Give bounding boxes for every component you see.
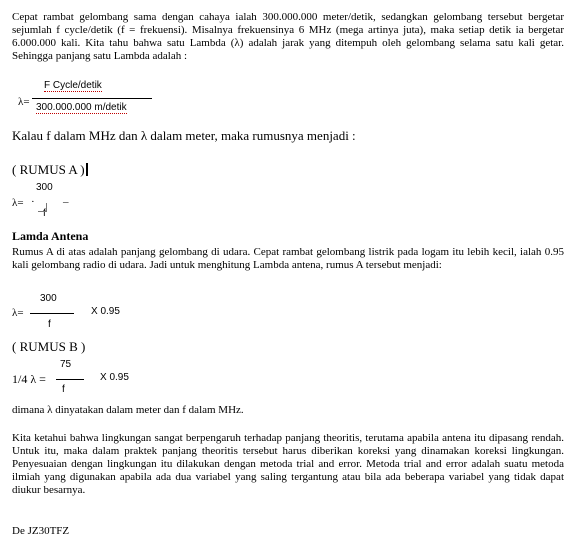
rumus-b-factor: X 0.95	[100, 372, 129, 383]
formula3-factor: X 0.95	[91, 306, 120, 317]
rumus-a-numerator: 300	[36, 182, 53, 193]
formula1-lambda: λ=	[18, 96, 30, 108]
signature: De JZ30TFZ	[12, 525, 70, 537]
rumus-b-prefix: 1/4 λ =	[12, 372, 46, 386]
rumus-b-denominator: f	[62, 384, 65, 395]
environment-paragraph: Kita ketahui bahwa lingkungan sangat berpengaruh terhadap panjang theoritis, terutama apabila antena itu dipasang rendah. Untuk itu, maka dalam praktek panjang theoritis tersebut harus diberikan koreksi yang dinamakan koreksi lingkungan. Penyesuaian dengan lingkungan itu dilakukan dengan metoda trial and error. Metoda trial and error adalah suatu metoda ilmiah yang digunakan apabila ada dua variabel yang saling tergantung atau bila ada beberapa variabel yang tidak dapat diukur besarnya.	[12, 432, 564, 496]
formula-intro-text: Kalau f dalam MHz dan λ dalam meter, maka rumusnya menjadi :	[12, 128, 356, 143]
equation-placeholder-marker	[38, 203, 47, 212]
rumus-b-numerator: 75	[60, 359, 72, 370]
rumus-b-fraction-bar	[56, 379, 84, 380]
text-cursor	[86, 163, 88, 176]
rumus-a-denominator: f	[43, 208, 46, 219]
formula3-lambda: λ=	[12, 307, 24, 319]
antenna-paragraph: Rumus A di atas adalah panjang gelombang di udara. Cepat rambat gelombang listrik pada logam itu lebih kecil, ialah 0.95 kali gelombang radio di udara. Jadi untuk menghitung Lambda antena, rumus A tersebut menjadi:	[12, 246, 564, 271]
rumus-a-label: ( RUMUS A )	[12, 162, 88, 178]
intro-paragraph: Cepat rambat gelombang sama dengan cahaya ialah 300.000.000 meter/detik, sedangkan gelombang tersebut bergetar sejumlah f cycle/detik (f = frekuensi). Misalnya frekuensinya 6 MHz (mega artinya juta), maka setiap detik ia bergetar 6.000.000 kali. Kita tahu bahwa satu Lambda (λ) adalah jarak yang ditempuh oleh gelombang selama satu kali getar. Sehingga panjang satu Lambda adalah :	[12, 11, 564, 62]
rumus-a-lambda: λ=	[12, 197, 24, 209]
section-heading: Lamda Antena	[12, 229, 89, 243]
rumus-a-dash: –	[63, 196, 69, 208]
formula1-denominator: 300.000.000 m/detik	[36, 102, 127, 113]
formula1-numerator: F Cycle/detik	[44, 80, 102, 91]
unit-note: dimana λ dinyatakan dalam meter dan f dalam MHz.	[12, 404, 244, 416]
formula3-numerator: 300	[40, 293, 57, 304]
rumus-a-dot: ·	[31, 196, 35, 208]
formula3-fraction-bar	[30, 313, 74, 314]
formula3-denominator: f	[48, 319, 51, 330]
formula1-fraction-bar	[32, 98, 152, 99]
rumus-b-label: ( RUMUS B )	[12, 339, 86, 354]
